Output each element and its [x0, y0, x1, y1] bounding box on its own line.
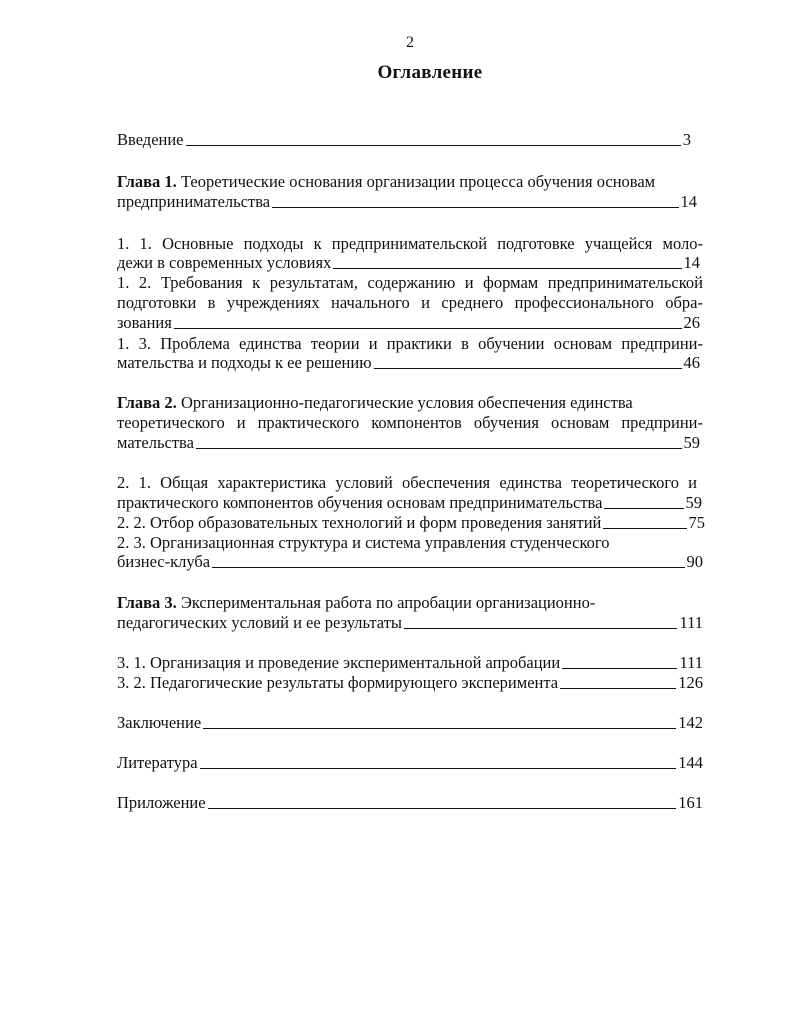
toc-entry-1-3[interactable] [117, 333, 703, 354]
toc-text: теоретического и практического компонентов обучения основам предприни- [117, 413, 703, 432]
toc-entry-appendix[interactable] [117, 792, 703, 813]
toc-entry-1-3-cont[interactable] [117, 352, 700, 373]
toc-entry-chapter-3[interactable] [117, 592, 677, 613]
toc-entry-2-2[interactable] [117, 512, 705, 533]
toc-page: 14 [683, 253, 700, 272]
leader-line [196, 448, 682, 449]
toc-text: 1. 2. Требования к результатам, содержанию и формам предпринимательской [117, 273, 703, 292]
toc-entry-1-2-cont[interactable] [117, 292, 703, 313]
toc-entry-3-1[interactable] [117, 652, 703, 673]
toc-text: Теоретические основания организации процесса обучения основам [180, 172, 656, 191]
toc-entry-1-1[interactable] [117, 233, 703, 254]
chapter-label: Глава 2. [117, 393, 177, 412]
toc-page: 3 [682, 130, 691, 149]
toc-text: Заключение [117, 713, 202, 732]
leader-line [404, 628, 677, 629]
chapter-label: Глава 1. [117, 172, 177, 191]
toc-text: дежи в современных условиях [117, 253, 332, 272]
toc-entry-chapter-2-cont2[interactable] [117, 432, 700, 453]
toc-entry-2-3[interactable] [117, 532, 677, 553]
toc-entry-chapter-3-cont[interactable] [117, 612, 703, 633]
toc-entry-chapter-1[interactable] [117, 171, 695, 192]
toc-text: предпринимательства [117, 192, 271, 211]
toc-page: 14 [680, 192, 697, 211]
leader-line [604, 508, 683, 509]
toc-text: 2. 3. Организационная структура и система управления студенческого [117, 533, 610, 552]
toc-text: 1. 1. Основные подходы к предпринимательской подготовке учащейся моло- [117, 234, 703, 253]
toc-page: 142 [678, 713, 703, 732]
toc-text: Литература [117, 753, 198, 772]
leader-line [603, 528, 686, 529]
toc-entry-literature[interactable] [117, 752, 703, 773]
chapter-label: Глава 3. [117, 593, 177, 612]
leader-line [200, 768, 677, 769]
toc-entry-1-2[interactable] [117, 272, 703, 293]
toc-entry-2-3-cont[interactable] [117, 551, 703, 572]
toc-text: подготовки в учреждениях начального и среднего профессионального обра- [117, 293, 703, 312]
toc-label: Введение [117, 130, 184, 149]
leader-line [272, 207, 678, 208]
leader-line [208, 808, 677, 809]
leader-line [560, 688, 676, 689]
toc-page: 161 [678, 793, 703, 812]
leader-line [174, 328, 682, 329]
toc-text: зования [117, 313, 172, 332]
toc-page: 75 [688, 513, 705, 532]
page-number: 2 [406, 34, 414, 51]
toc-text: Организационно-педагогические условия обеспечения единства [180, 393, 633, 412]
leader-line [562, 668, 677, 669]
toc-page: 26 [683, 313, 700, 332]
leader-line [186, 145, 681, 146]
toc-text: 1. 3. Проблема единства теории и практики в обучении основам предприни- [117, 334, 703, 353]
toc-text: 2. 1. Общая характеристика условий обеспечения единства теоретического и [117, 473, 697, 492]
toc-text: педагогических условий и ее результаты [117, 613, 403, 632]
toc-text: 3. 1. Организация и проведение экспериментальной апробации [117, 653, 561, 672]
toc-entry-1-2-cont2[interactable] [117, 312, 700, 333]
toc-entry-chapter-1-cont[interactable] [117, 191, 697, 212]
toc-page: 126 [678, 673, 703, 692]
leader-line [333, 268, 681, 269]
toc-text: Приложение [117, 793, 206, 812]
toc-entry-conclusion[interactable] [117, 712, 703, 733]
toc-page: 111 [679, 653, 703, 672]
toc-entry-2-1[interactable] [117, 472, 697, 493]
page-title: Оглавление [377, 62, 483, 83]
toc-page: 59 [683, 433, 700, 452]
leader-line [203, 728, 676, 729]
toc-text: 2. 2. Отбор образовательных технологий и форм проведения занятий [117, 513, 602, 532]
toc-page: 46 [683, 353, 700, 372]
toc-entry-1-1-cont[interactable] [117, 252, 700, 273]
toc-page: 59 [685, 493, 702, 512]
toc-text: мательства и подходы к ее решению [117, 353, 372, 372]
toc-text: мательства [117, 433, 194, 452]
toc-text: практического компонентов обучения основам предпринимательства [117, 493, 603, 512]
toc-entry-chapter-2[interactable] [117, 392, 687, 413]
toc-text: Экспериментальная работа по апробации организационно- [180, 593, 596, 612]
toc-text: 3. 2. Педагогические результаты формирующего эксперимента [117, 673, 559, 692]
toc-entry-chapter-2-cont[interactable] [117, 412, 703, 433]
leader-line [212, 567, 684, 568]
leader-line [374, 368, 682, 369]
toc-page: 111 [679, 613, 703, 632]
toc-text: бизнес-клуба [117, 552, 211, 571]
toc-entry-intro[interactable] [117, 129, 691, 150]
toc-page: 90 [686, 552, 703, 571]
toc-entry-3-2[interactable] [117, 672, 703, 693]
toc-entry-2-1-cont[interactable] [117, 492, 702, 513]
toc-page: 144 [678, 753, 703, 772]
